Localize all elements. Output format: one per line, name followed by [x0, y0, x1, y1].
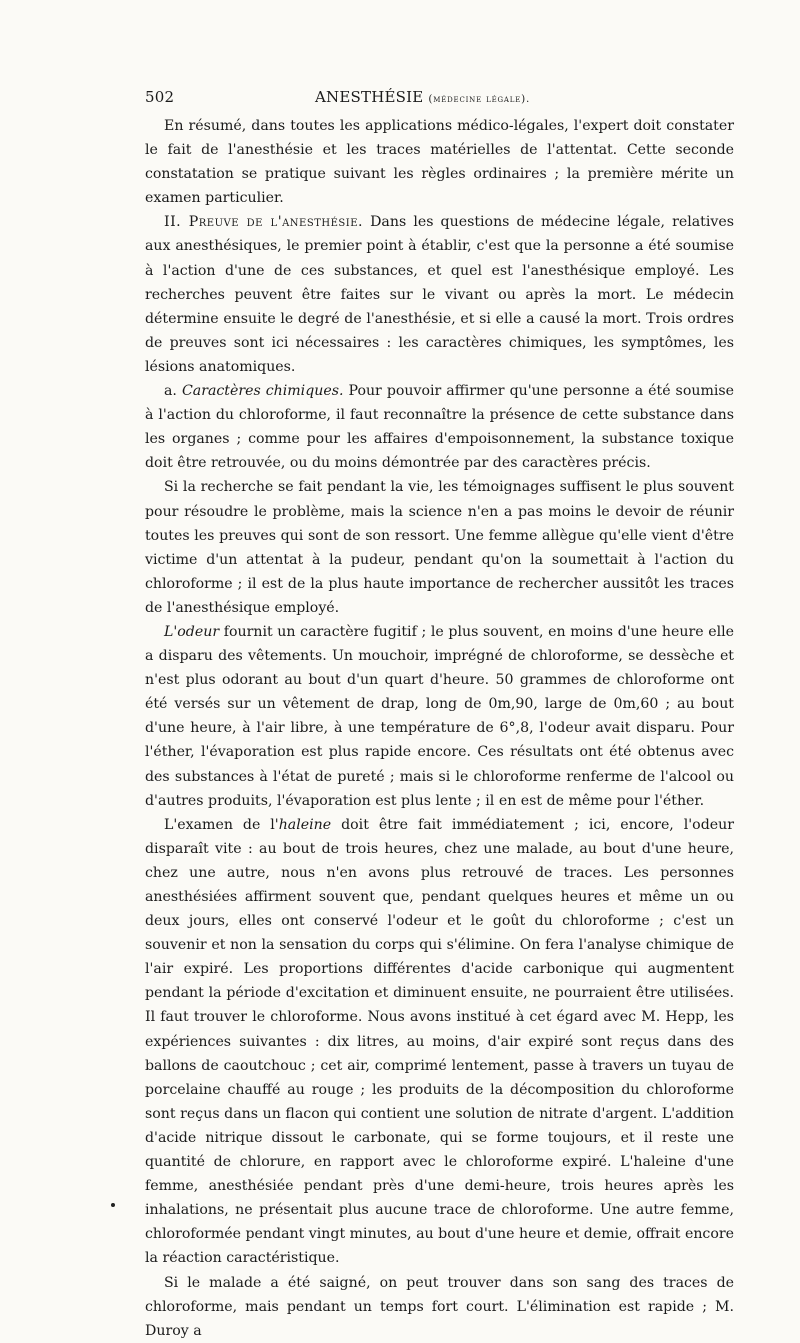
- paragraph-5: [145, 620, 734, 813]
- running-title-main: ANESTHÉSIE: [315, 88, 424, 106]
- paragraph-6-text: doit être fait immédiatement ; ici, encore, l'odeur disparaît vite : au bout de trois heures, chez une malade, au bout d'une heure, chez une autre, nous n'en avons plus retrouvé de traces. Les personnes anesthésiées affirment souvent que, pendant quelques heures et même un ou deux jours, elles ont conservé l'odeur et le goût du chloroforme ; c'est un souvenir et non la sensation du corps qui s'élimine. On fera l'analyse chimique de l'air expiré. Les proportions différentes d'acide carbonique qui augmentent pendant la période d'excitation et diminuent ensuite, ne pourraient être utilisées. Il faut trouver le chloroforme. Nous avons institué à cet égard avec M. Hepp, les expériences suivantes : dix litres, au moins, d'air expiré sont reçus dans des ballons de caoutchouc ; cet air, comprimé lentement, passe à travers un tuyau de porcelaine chauffé au rouge ; les produits de la décomposition du chloroforme sont reçus dans un flacon qui contient une solution de nitrate d'argent. L'addition d'acide nitrique dissout le carbonate, qui se forme toujours, et il reste une quantité de chlorure, en rapport avec le chloroforme expiré. L'haleine d'une femme, anesthésiée pendant près d'une demi-heure, trois heures après les inhalations, ne présentait plus aucune trace de chloroforme. Une autre femme, chloroformée pendant vingt minutes, au bout d'une heure et demie, offrait encore la réaction caractéristique.: [145, 816, 734, 1267]
- running-title-sub: (médecine légale).: [428, 93, 531, 105]
- subsection-heading: Caractères chimiques.: [181, 383, 344, 400]
- paragraph-2: [145, 210, 734, 379]
- body-text: [145, 114, 734, 1343]
- running-header: [145, 88, 734, 114]
- page-number: 502: [145, 88, 175, 106]
- paragraph-6-term: haleine: [278, 816, 332, 833]
- paragraph-6-lead: L'examen de l': [164, 816, 279, 833]
- paragraph-5-term: L'odeur: [164, 623, 220, 640]
- section-heading: II. Preuve de l'anesthésie.: [164, 214, 363, 231]
- paragraph-4: Si la recherche se fait pendant la vie, les témoignages suffisent le plus souvent pour résoudre le problème, mais la science n'en a pas moins le devoir de réunir toutes les preuves qui sont de son ressort. Une femme allègue qu'elle vient d'être victime d'un attentat à la pudeur, pendant qu'on la soumettait à l'action du chloroforme ; il est de la plus haute importance de rechercher aussitôt les traces de l'anesthésique employé.: [145, 479, 734, 616]
- paragraph-6: [145, 813, 734, 1271]
- paragraph-2-text: Dans les questions de médecine légale, relatives aux anesthésiques, le premier point à établir, c'est que la personne a été soumise à l'action d'une de ces substances, et quel est l'anesthésique employé. Les recherches peuvent être faites sur le vivant ou après la mort. Le médecin détermine ensuite le degré de l'anesthésie, et si elle a causé la mort. Trois ordres de preuves sont ici nécessaires : les caractères chimiques, les symptômes, les lésions anatomiques.: [145, 214, 734, 375]
- paragraph-1: En résumé, dans toutes les applications médico-légales, l'expert doit constater le fait de l'anesthésie et les traces matérielles de l'attentat. Cette seconde constatation se pratique suivant les règles ordinaires ; la première mérite un examen particulier.: [145, 118, 734, 207]
- running-title: [315, 88, 530, 106]
- paragraph-7: Si le malade a été saigné, on peut trouver dans son sang des traces de chloroforme, mais pendant un temps fort court. L'élimination est rapide ; M. Duroy a: [145, 1274, 734, 1339]
- paragraph-5-text: fournit un caractère fugitif ; le plus souvent, en moins d'une heure elle a disparu des vêtements. Un mouchoir, imprégné de chloroforme, se dessèche et n'est plus odorant au bout d'un quart d'heure. 50 grammes de chloroforme ont été versés sur un vêtement de drap, long de 0m,90, large de 0m,60 ; au bout d'une heure, à l'air libre, à une température de 6°,8, l'odeur avait disparu. Pour l'éther, l'évaporation est plus rapide encore. Ces résultats ont été obtenus avec des substances à l'état de pureté ; mais si le chloroforme renferme de l'alcool ou d'autres produits, l'évaporation est plus lente ; il en est de même pour l'éther.: [145, 623, 735, 809]
- paragraph-3-text: Pour pouvoir affirmer qu'une personne a été soumise à l'action du chloroforme, il faut reconnaître la présence de cette substance dans les organes ; comme pour les affaires d'empoisonnement, la substance toxique doit être retrouvée, ou du moins démontrée par des caractères précis.: [145, 383, 734, 472]
- ink-speck: [111, 1203, 115, 1207]
- subsection-label: a.: [164, 383, 177, 400]
- paragraph-3: [145, 379, 734, 475]
